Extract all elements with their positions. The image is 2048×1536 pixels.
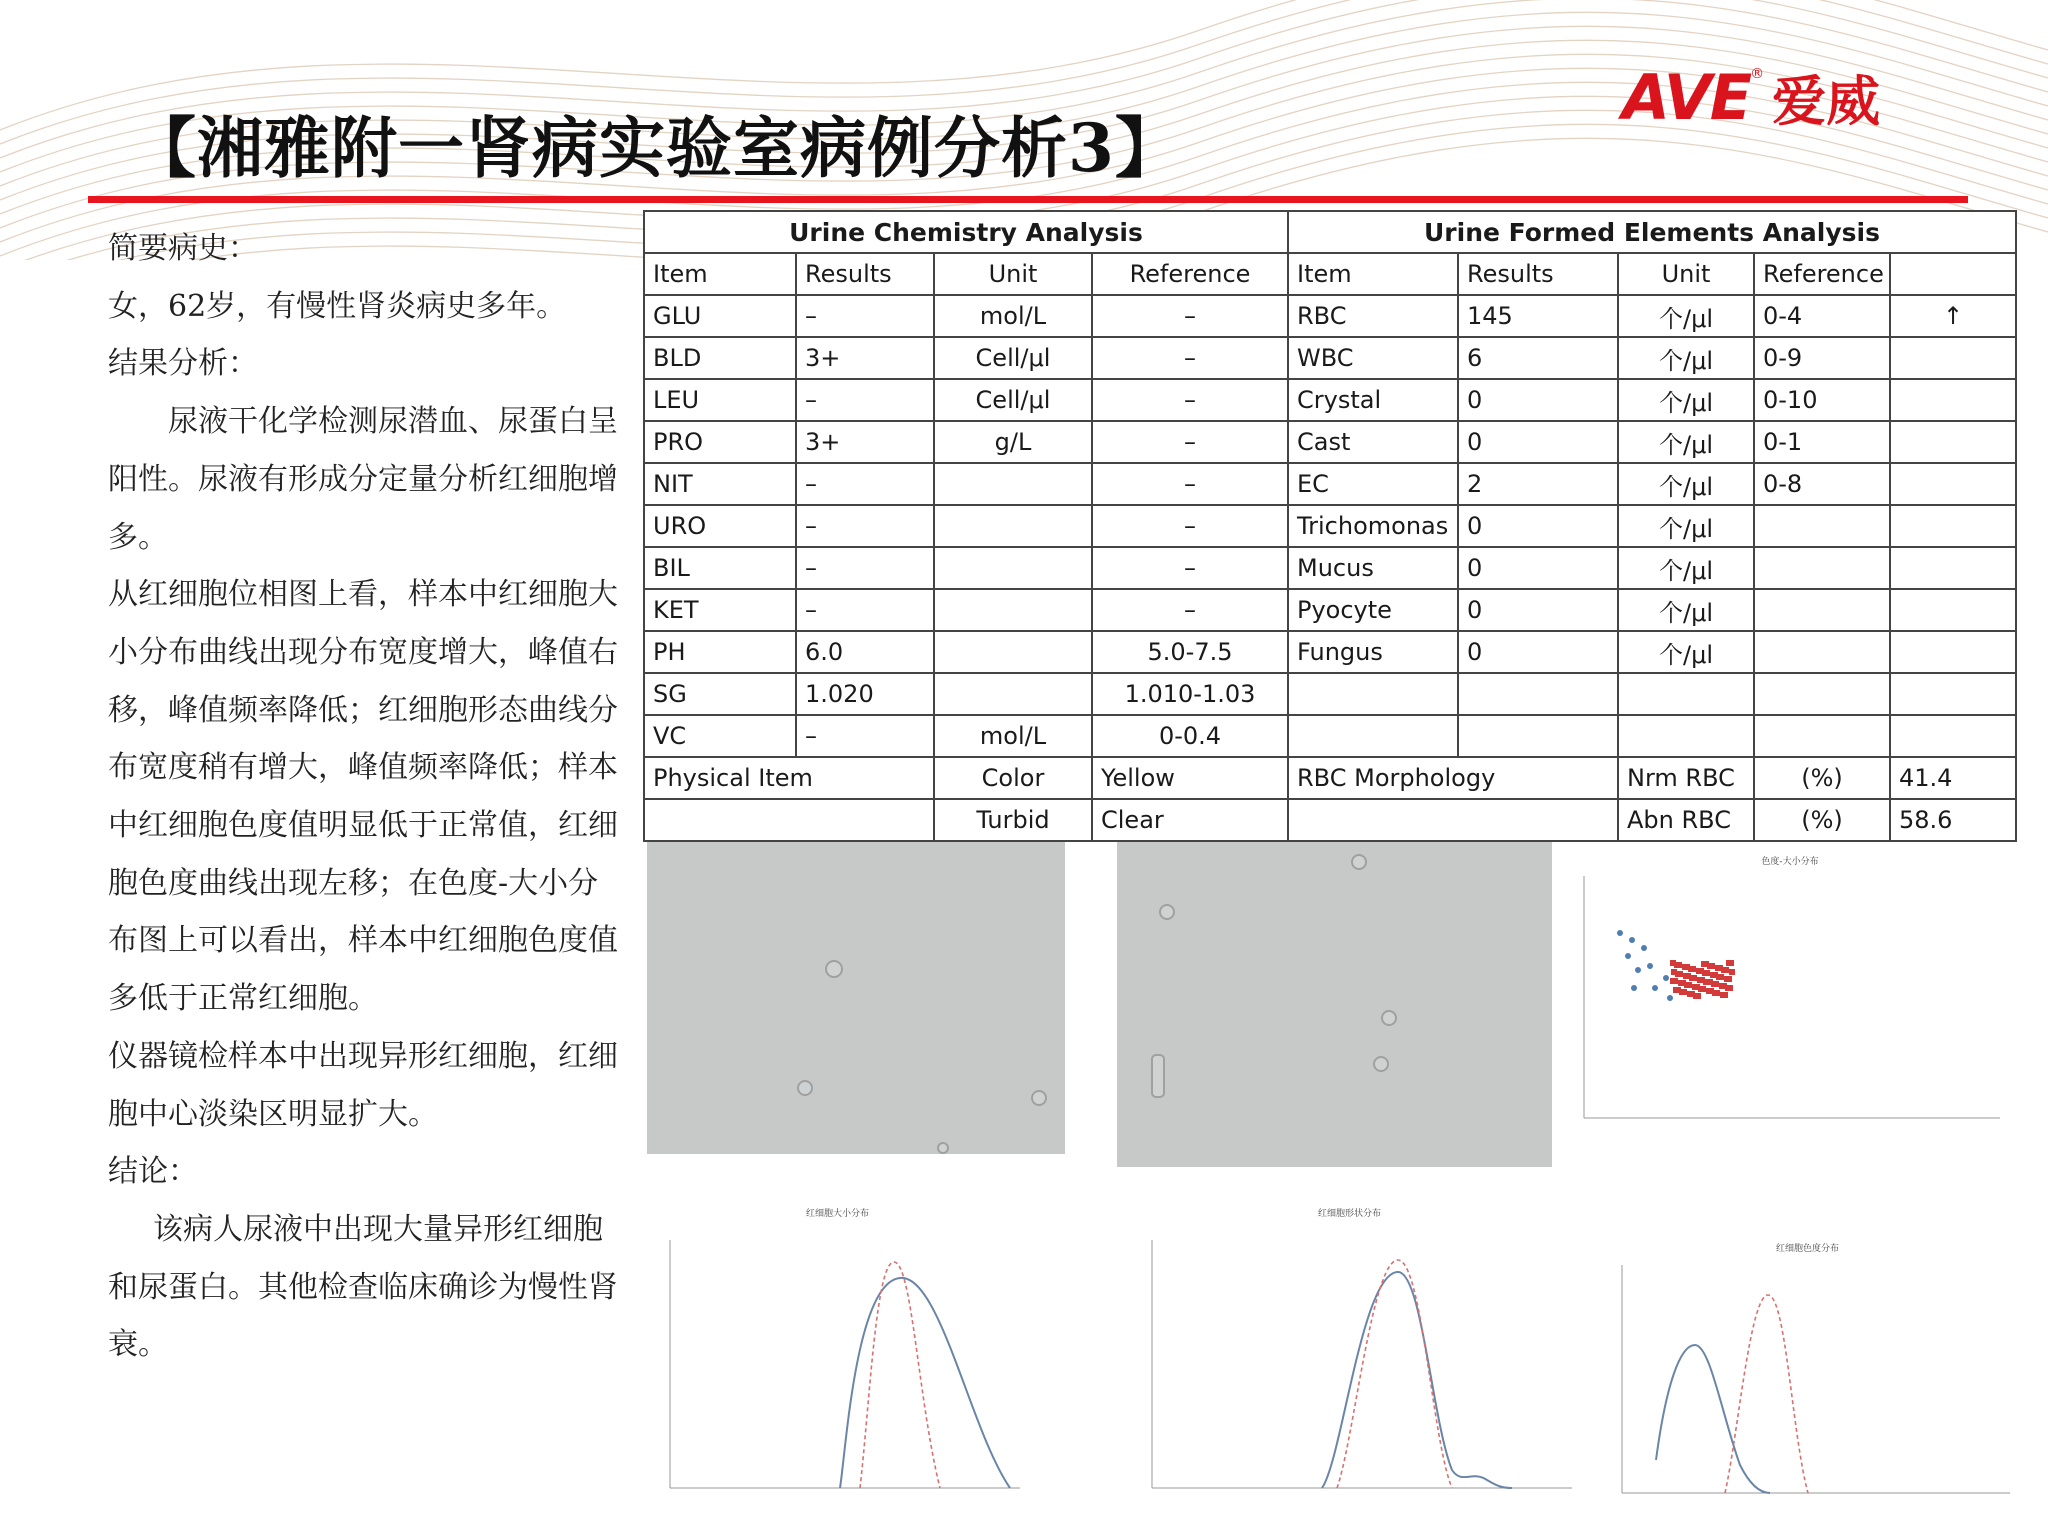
chem-reference: –	[1092, 463, 1288, 505]
formed-flag	[1890, 715, 2016, 757]
scatter-title: 色度-大小分布	[1761, 857, 1819, 867]
color-size-scatter-plot	[1570, 848, 2010, 1138]
shape-plot-title: 红细胞形状分布	[1317, 1209, 1381, 1219]
formed-reference	[1754, 631, 1890, 673]
formed-reference: 0-1	[1754, 421, 1890, 463]
formed-result: 0	[1458, 547, 1618, 589]
formed-unit: 个/μl	[1618, 463, 1754, 505]
size-plot-title: 红细胞大小分布	[805, 1209, 869, 1219]
morphology-empty	[1288, 799, 1618, 841]
chem-section-title: Urine Chemistry Analysis	[644, 211, 1288, 253]
formed-reference	[1754, 589, 1890, 631]
chem-reference: 5.0-7.5	[1092, 631, 1288, 673]
chem-header-item: Item	[644, 253, 796, 295]
chem-item: PRO	[644, 421, 796, 463]
formed-result	[1458, 673, 1618, 715]
chem-result: 3+	[796, 421, 934, 463]
formed-result: 0	[1458, 505, 1618, 547]
table-row	[644, 547, 2016, 589]
formed-item: Pyocyte	[1288, 589, 1458, 631]
formed-flag	[1890, 337, 2016, 379]
chem-reference: 1.010-1.03	[1092, 673, 1288, 715]
formed-item: Mucus	[1288, 547, 1458, 589]
chem-item: VC	[644, 715, 796, 757]
chem-unit: mol/L	[934, 295, 1092, 337]
rbc-size-distribution-plot	[650, 1200, 1025, 1508]
chem-reference: –	[1092, 589, 1288, 631]
formed-flag	[1890, 379, 2016, 421]
formed-reference: 0-8	[1754, 463, 1890, 505]
chem-reference: –	[1092, 295, 1288, 337]
chem-reference: –	[1092, 379, 1288, 421]
color-value: Yellow	[1092, 757, 1288, 799]
chem-result: –	[796, 589, 934, 631]
formed-result: 2	[1458, 463, 1618, 505]
logo-text-cn: 爱威	[1772, 69, 1881, 133]
history-heading: 简要病史：	[108, 231, 258, 266]
chem-reference: –	[1092, 337, 1288, 379]
page-title: 【湘雅附一肾病实验室病例分析3】	[130, 109, 1182, 187]
chem-unit	[934, 673, 1092, 715]
formed-flag	[1890, 673, 2016, 715]
title-divider	[88, 196, 1968, 203]
table-row	[644, 295, 2016, 337]
table-row	[644, 421, 2016, 463]
rbc-shape-distribution-plot	[1122, 1200, 1577, 1508]
chem-result: –	[796, 547, 934, 589]
chem-header-unit: Unit	[934, 253, 1092, 295]
case-history	[108, 220, 628, 1374]
formed-flag	[1890, 505, 2016, 547]
abn-rbc-unit: (%)	[1754, 799, 1890, 841]
chem-item: SG	[644, 673, 796, 715]
formed-unit: 个/μl	[1618, 505, 1754, 547]
formed-unit: 个/μl	[1618, 589, 1754, 631]
formed-item	[1288, 715, 1458, 757]
color-plot-title: 红细胞色度分布	[1775, 1244, 1839, 1254]
chem-result: –	[796, 505, 934, 547]
size-plot-svg	[650, 1200, 1025, 1508]
chem-reference: 0-0.4	[1092, 715, 1288, 757]
microscope-image-2	[1117, 842, 1552, 1167]
formed-flag	[1890, 631, 2016, 673]
chem-item: PH	[644, 631, 796, 673]
chem-result: –	[796, 379, 934, 421]
formed-unit: 个/μl	[1618, 421, 1754, 463]
formed-unit: 个/μl	[1618, 547, 1754, 589]
abn-rbc-value: 58.6	[1890, 799, 2016, 841]
turbid-value: Clear	[1092, 799, 1288, 841]
formed-unit: 个/μl	[1618, 295, 1754, 337]
chem-header-reference: Reference	[1092, 253, 1288, 295]
formed-unit: 个/μl	[1618, 337, 1754, 379]
chem-header-results: Results	[796, 253, 934, 295]
formed-reference: 0-4	[1754, 295, 1890, 337]
chem-result: 3+	[796, 337, 934, 379]
formed-reference	[1754, 505, 1890, 547]
chem-unit: mol/L	[934, 715, 1092, 757]
table-row	[644, 589, 2016, 631]
chem-reference: –	[1092, 505, 1288, 547]
formed-item: WBC	[1288, 337, 1458, 379]
formed-header-item: Item	[1288, 253, 1458, 295]
abn-rbc-label: Abn RBC	[1618, 799, 1754, 841]
chem-result: 1.020	[796, 673, 934, 715]
formed-reference	[1754, 673, 1890, 715]
table-row	[644, 379, 2016, 421]
chem-reference: –	[1092, 547, 1288, 589]
formed-reference	[1754, 547, 1890, 589]
formed-header-reference: Reference	[1754, 253, 1890, 295]
nrm-rbc-value: 41.4	[1890, 757, 2016, 799]
table-row	[644, 673, 2016, 715]
formed-item: Crystal	[1288, 379, 1458, 421]
formed-result: 0	[1458, 631, 1618, 673]
microscope-image-1	[647, 842, 1065, 1154]
formed-reference: 0-9	[1754, 337, 1890, 379]
formed-unit	[1618, 715, 1754, 757]
formed-flag	[1890, 589, 2016, 631]
table-row	[644, 631, 2016, 673]
formed-result: 0	[1458, 421, 1618, 463]
chem-result: –	[796, 715, 934, 757]
formed-header-results: Results	[1458, 253, 1618, 295]
formed-item: RBC	[1288, 295, 1458, 337]
formed-item: EC	[1288, 463, 1458, 505]
formed-reference	[1754, 715, 1890, 757]
chem-unit	[934, 505, 1092, 547]
chem-item: NIT	[644, 463, 796, 505]
formed-header-unit: Unit	[1618, 253, 1754, 295]
conclusion-text: 该病人尿液中出现大量异形红细胞和尿蛋白。其他检查临床确诊为慢性肾衰。	[108, 1211, 618, 1363]
formed-item	[1288, 673, 1458, 715]
chem-unit	[934, 463, 1092, 505]
chem-unit	[934, 547, 1092, 589]
formed-result: 145	[1458, 295, 1618, 337]
result-paragraph-1: 尿液干化学检测尿潜血、尿蛋白呈阳性。尿液有形成分定量分析红细胞增多。	[108, 404, 618, 555]
rbc-color-distribution-plot	[1600, 1235, 2015, 1503]
color-plot-svg	[1600, 1235, 2015, 1503]
chem-unit: Cell/μl	[934, 379, 1092, 421]
chem-item: URO	[644, 505, 796, 547]
physical-item-label: Physical Item	[644, 757, 934, 799]
chem-reference: –	[1092, 421, 1288, 463]
ave-logo	[1622, 62, 1880, 132]
nrm-rbc-unit: (%)	[1754, 757, 1890, 799]
formed-section-title: Urine Formed Elements Analysis	[1288, 211, 2016, 253]
table-row	[644, 505, 2016, 547]
formed-flag	[1890, 421, 2016, 463]
formed-result: 0	[1458, 589, 1618, 631]
chem-unit: Cell/μl	[934, 337, 1092, 379]
chem-item: BIL	[644, 547, 796, 589]
logo-registered-mark: ®	[1750, 66, 1765, 82]
formed-item: Trichomonas	[1288, 505, 1458, 547]
formed-result: 0	[1458, 379, 1618, 421]
formed-flag	[1890, 547, 2016, 589]
formed-item: Cast	[1288, 421, 1458, 463]
formed-result	[1458, 715, 1618, 757]
conclusion-heading: 结论：	[108, 1154, 198, 1190]
chem-result: –	[796, 295, 934, 337]
formed-unit: 个/μl	[1618, 379, 1754, 421]
chem-item: GLU	[644, 295, 796, 337]
turbid-label: Turbid	[934, 799, 1092, 841]
rbc-morphology-label: RBC Morphology	[1288, 757, 1618, 799]
result-paragraph-2: 从红细胞位相图上看，样本中红细胞大小分布曲线出现分布宽度增大，峰值右移，峰值频率降低；红细胞形态曲线分布宽度稍有增大，峰值频率降低；样本中红细胞色度值明显低于正常值，红细胞色度曲线出现左移；在色度-大小分布图上可以看出，样本中红细胞色度值多低于正常红细胞。	[108, 577, 618, 1017]
chem-result: –	[796, 463, 934, 505]
lab-results-table	[643, 210, 2017, 842]
chem-unit	[934, 631, 1092, 673]
physical-empty	[644, 799, 934, 841]
chem-unit	[934, 589, 1092, 631]
formed-header-flag	[1890, 253, 2016, 295]
table-row	[644, 715, 2016, 757]
nrm-rbc-label: Nrm RBC	[1618, 757, 1754, 799]
formed-unit: 个/μl	[1618, 631, 1754, 673]
formed-reference: 0-10	[1754, 379, 1890, 421]
chem-item: BLD	[644, 337, 796, 379]
formed-unit	[1618, 673, 1754, 715]
formed-flag	[1890, 463, 2016, 505]
result-heading: 结果分析：	[108, 346, 258, 382]
shape-plot-svg	[1122, 1200, 1577, 1508]
scatter-svg	[1570, 848, 2010, 1138]
chem-item: LEU	[644, 379, 796, 421]
formed-flag: ↑	[1890, 295, 2016, 337]
chem-result: 6.0	[796, 631, 934, 673]
formed-result: 6	[1458, 337, 1618, 379]
chem-unit: g/L	[934, 421, 1092, 463]
patient-info: 女，62岁，有慢性肾炎病史多年。	[108, 288, 567, 324]
color-label: Color	[934, 757, 1092, 799]
logo-text-en: AVE	[1622, 60, 1751, 134]
table-row	[644, 463, 2016, 505]
table-row	[644, 337, 2016, 379]
formed-item: Fungus	[1288, 631, 1458, 673]
chem-item: KET	[644, 589, 796, 631]
result-paragraph-3: 仪器镜检样本中出现异形红细胞，红细胞中心淡染区明显扩大。	[108, 1038, 618, 1132]
